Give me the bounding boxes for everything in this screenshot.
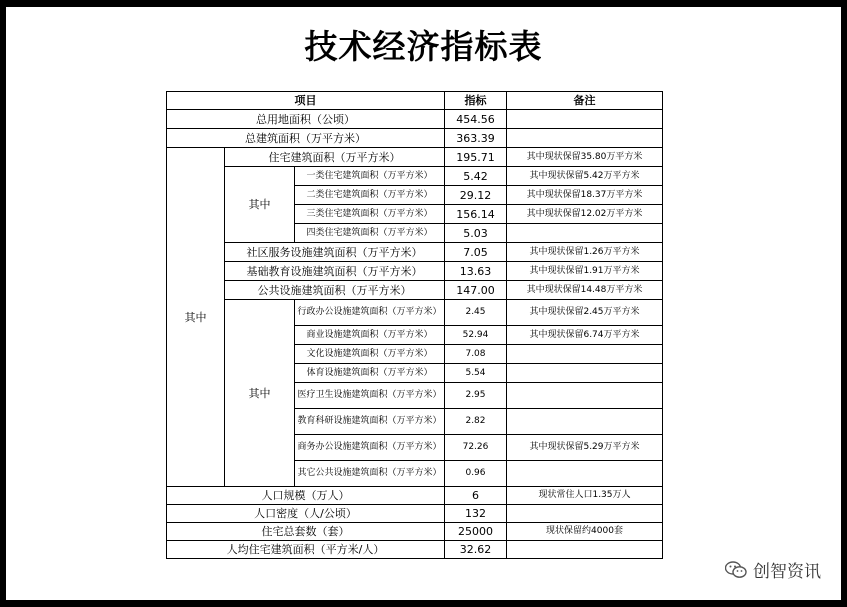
row-value: 195.71 (445, 148, 507, 167)
table-row (167, 129, 663, 148)
row-note: 其中现状保留1.26万平方米 (507, 243, 663, 262)
row-value: 156.14 (445, 205, 507, 224)
row-note: 其中现状保留6.74万平方米 (507, 326, 663, 345)
table-row (167, 523, 663, 541)
row-label: 住宅总套数（套） (167, 523, 445, 541)
row-value: 52.94 (445, 326, 507, 345)
table-row (167, 148, 663, 167)
row-note: 其中现状保留5.42万平方米 (507, 167, 663, 186)
row-value: 5.42 (445, 167, 507, 186)
row-note (507, 345, 663, 364)
row-value: 13.63 (445, 262, 507, 281)
row-value: 363.39 (445, 129, 507, 148)
watermark (725, 557, 821, 582)
row-value: 0.96 (445, 461, 507, 487)
row-value: 5.54 (445, 364, 507, 383)
header-value: 指标 (445, 92, 507, 110)
row-value: 2.95 (445, 383, 507, 409)
group-label-public: 其中 (225, 300, 295, 487)
row-label: 公共设施建筑面积（万平方米） (225, 281, 445, 300)
row-label: 人口规模（万人） (167, 487, 445, 505)
row-value: 5.03 (445, 224, 507, 243)
row-label: 社区服务设施建筑面积（万平方米） (225, 243, 445, 262)
row-note: 其中现状保留2.45万平方米 (507, 300, 663, 326)
group-label-outer: 其中 (167, 148, 225, 487)
row-note: 现状常住人口1.35万人 (507, 487, 663, 505)
table-row (167, 300, 663, 326)
row-label: 商业设施建筑面积（万平方米） (295, 326, 445, 345)
row-value: 454.56 (445, 110, 507, 129)
row-label: 四类住宅建筑面积（万平方米） (295, 224, 445, 243)
row-label: 一类住宅建筑面积（万平方米） (295, 167, 445, 186)
row-label: 教育科研设施建筑面积（万平方米） (295, 409, 445, 435)
row-note: 其中现状保留18.37万平方米 (507, 186, 663, 205)
table-row (167, 541, 663, 559)
row-value: 132 (445, 505, 507, 523)
header-item: 项目 (167, 92, 445, 110)
row-note (507, 383, 663, 409)
table-row (167, 281, 663, 300)
row-note (507, 409, 663, 435)
row-label: 人均住宅建筑面积（平方米/人） (167, 541, 445, 559)
header-note: 备注 (507, 92, 663, 110)
row-label: 文化设施建筑面积（万平方米） (295, 345, 445, 364)
row-note (507, 541, 663, 559)
row-note: 其中现状保留14.48万平方米 (507, 281, 663, 300)
group-label-residential: 其中 (225, 167, 295, 243)
watermark-text: 创智资讯 (753, 562, 821, 582)
row-value: 25000 (445, 523, 507, 541)
row-label: 住宅建筑面积（万平方米） (225, 148, 445, 167)
row-value: 2.82 (445, 409, 507, 435)
row-note: 其中现状保留5.29万平方米 (507, 435, 663, 461)
row-note: 其中现状保留1.91万平方米 (507, 262, 663, 281)
row-note (507, 110, 663, 129)
row-label: 其它公共设施建筑面积（万平方米） (295, 461, 445, 487)
row-note: 其中现状保留12.02万平方米 (507, 205, 663, 224)
table-row (167, 505, 663, 523)
indicator-table (166, 91, 663, 559)
row-note (507, 129, 663, 148)
slide (6, 7, 841, 600)
table-row (167, 110, 663, 129)
row-note: 其中现状保留35.80万平方米 (507, 148, 663, 167)
row-label: 医疗卫生设施建筑面积（万平方米） (295, 383, 445, 409)
row-value: 72.26 (445, 435, 507, 461)
row-value: 32.62 (445, 541, 507, 559)
table-row (167, 167, 663, 186)
row-value: 6 (445, 487, 507, 505)
row-note (507, 224, 663, 243)
row-note (507, 505, 663, 523)
row-label: 体育设施建筑面积（万平方米） (295, 364, 445, 383)
row-note (507, 461, 663, 487)
page-title: 技术经济指标表 (304, 27, 543, 66)
table-row (167, 487, 663, 505)
wechat-icon (725, 561, 747, 579)
row-label: 二类住宅建筑面积（万平方米） (295, 186, 445, 205)
row-note (507, 364, 663, 383)
row-label: 总建筑面积（万平方米） (167, 129, 445, 148)
row-label: 商务办公设施建筑面积（万平方米） (295, 435, 445, 461)
row-value: 7.08 (445, 345, 507, 364)
table-header-row (167, 92, 663, 110)
row-label: 行政办公设施建筑面积（万平方米） (295, 300, 445, 326)
row-label: 三类住宅建筑面积（万平方米） (295, 205, 445, 224)
row-value: 147.00 (445, 281, 507, 300)
row-value: 2.45 (445, 300, 507, 326)
row-value: 29.12 (445, 186, 507, 205)
row-note: 现状保留约4000套 (507, 523, 663, 541)
row-label: 基础教育设施建筑面积（万平方米） (225, 262, 445, 281)
row-label: 总用地面积（公顷） (167, 110, 445, 129)
row-value: 7.05 (445, 243, 507, 262)
row-label: 人口密度（人/公顷） (167, 505, 445, 523)
table-row (167, 243, 663, 262)
table-row (167, 262, 663, 281)
